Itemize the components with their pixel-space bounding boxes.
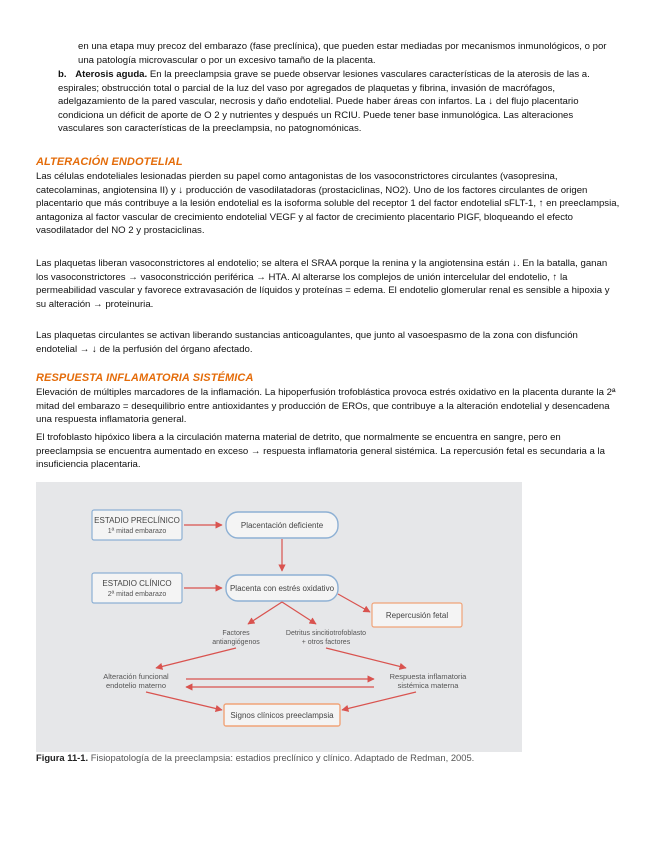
diagram-svg <box>36 482 522 752</box>
endothelial-label-2: endotelio materno <box>105 681 167 690</box>
stage-preclinical-box <box>92 510 182 540</box>
stage-clinical-title: ESTADIO CLÍNICO <box>102 579 172 588</box>
stage-clinical-box <box>92 573 182 603</box>
figure-caption-label: Figura 11-1. <box>36 752 89 763</box>
list-item-title: Aterosis aguda. <box>75 69 148 80</box>
section-heading-endotelial: ALTERACIÓN ENDOTELIAL <box>36 156 183 168</box>
list-item-text: En la preeclampsia grave se puede observar lesiones vasculares características de la aterosis de las a. espirales; obstrucción total o parcial de la luz del vaso por agregados de plaquetas y fibrina, invasión de macrófagos, adelgazamiento de la pared vascular, necrosis y daño endotelial. Puede haber áreas con infartos. La ↓ del flujo placentario condiciona un déficit de aporte de O 2 y nutrientes y después un RCIU. Puede tener base inmunológica. Las alteraciones vasculares son características de la preeclampsia, no patognomónicas. <box>58 69 590 135</box>
section-heading-inflamatoria: RESPUESTA INFLAMATORIA SISTÉMICA <box>36 372 254 384</box>
fetal-repercussion-label: Repercusión fetal <box>385 611 449 620</box>
detritus-label-1: Detritus sincitiotrofoblasto <box>285 630 367 637</box>
list-item-label: b. <box>58 69 67 80</box>
intro-continuation: en una etapa muy precoz del embarazo (fase preclínica), que pueden estar mediadas por mecanismos inmunológicos, o por una patología microvascular o por un excesivo tamaño de la placenta. <box>78 41 607 66</box>
paragraph: Las plaquetas liberan vasoconstrictores al endotelio; se altera el SRAA porque la renina y la angiotensina están ↓. En la batalla, ganan los vasoconstrictores → vasoconstricción periférica → HTA. Al alterarse los complejos de unión intercelular del endotelio, ↑ la permeabilidad vascular y favorece extravasación de líquidos y proteínas = edema. El endotelio glomerular renal es sensible a hipoxia y su alteración → proteinuria. <box>36 258 610 310</box>
placentation-deficient-label: Placentación deficiente <box>240 521 324 530</box>
paragraph: Elevación de múltiples marcadores de la inflamación. La hipoperfusión trofoblástica provoca estrés oxidativo en la placenta durante la 2ª mitad del embarazo = desequilibrio entre antioxidantes y producción de EROs, que contribuye a la alteración endotelial y desencadena una respuesta inflamatoria general. <box>36 387 616 426</box>
antiangiogenic-label-2: antiangiógenos <box>212 639 260 646</box>
list-item-b <box>58 68 620 136</box>
endothelial-label-1: Alteración funcional <box>103 672 169 681</box>
antiangiogenic-label-1: Factores <box>222 630 250 637</box>
inflammatory-label-1: Respuesta inflamatoria <box>389 672 467 681</box>
stage-preclinical-title: ESTADIO PRECLÍNICO <box>94 516 180 525</box>
paragraph: El trofoblasto hipóxico libera a la circulación materna material de detrito, que normalmente se encuentra en sangre, pero en preeclampsia se encuentra aumentado en exceso → respuesta inflamatoria general sistémica. La repercusión fetal es secundaria a la insuficiencia placentaria. <box>36 432 606 471</box>
stage-preclinical-sub: 1ª mitad embarazo <box>107 528 167 535</box>
stage-clinical-sub: 2ª mitad embarazo <box>107 591 167 598</box>
paragraph: Las células endoteliales lesionadas pierden su papel como antagonistas de los vasoconstrictores circulantes (vasopresina, catecolaminas, angiotensina II) y ↓ producción de vasodilatadoras (prostaciclinas, NO2). Uno de los factores circulantes de origen placentario que más contribuye a la lesión endotelial es la isoforma soluble del receptor 1 del factor endotelial sFLT-1, ↑ en preeclampsia, antagoniza al factor vascular de crecimiento endotelial VEGF y al factor de crecimiento placentario PIGF, bloqueando el efecto vasodilatador del NO 2 y prostaciclinas. <box>36 171 620 237</box>
figure-diagram <box>36 482 522 752</box>
placenta-oxidative-label: Placenta con estrés oxidativo <box>229 584 335 593</box>
paragraph: Las plaquetas circulantes se activan liberando sustancias anticoagulantes, que junto al vasoespasmo de la zona con disfunción endotelial → ↓ de la perfusión del órgano afectado. <box>36 330 578 355</box>
clinical-signs-label: Signos clínicos preeclampsia <box>230 711 334 720</box>
figure-caption-text: Fisiopatología de la preeclampsia: estadios preclínico y clínico. Adaptado de Redman, 2005. <box>90 752 475 763</box>
figure-caption <box>36 752 474 763</box>
detritus-label-2: + otros factores <box>301 639 351 646</box>
inflammatory-label-2: sistémica materna <box>397 681 459 690</box>
